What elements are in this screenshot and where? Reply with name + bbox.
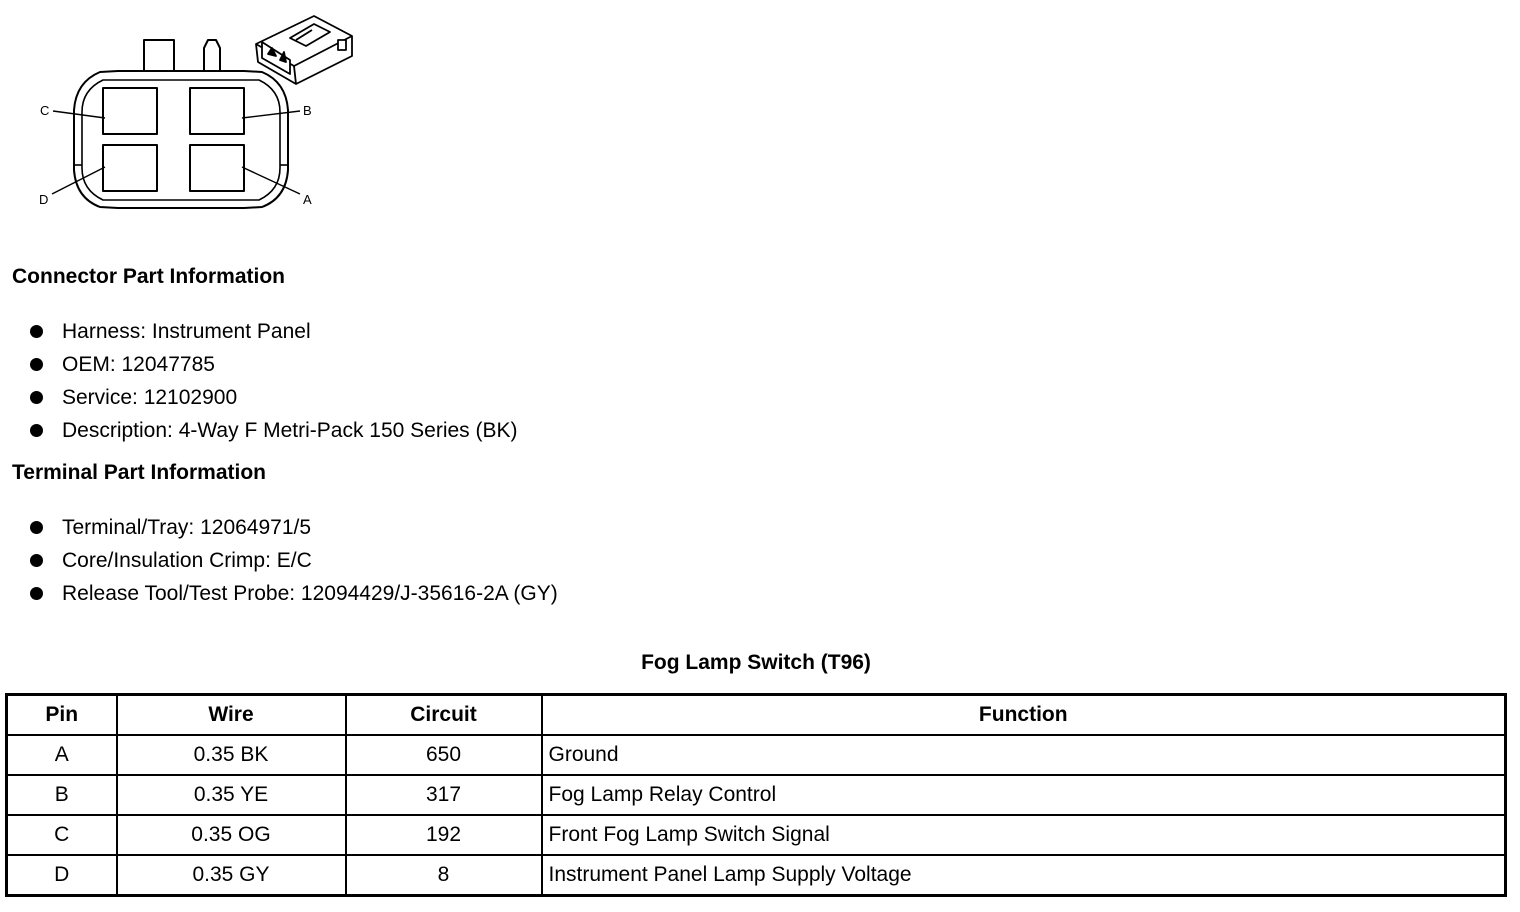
list-item: Description: 4-Way F Metri-Pack 150 Series (BK) bbox=[28, 414, 518, 447]
cell-wire: 0.35 GY bbox=[117, 855, 346, 896]
pin-assignment-table bbox=[5, 693, 1507, 897]
cell-function: Fog Lamp Relay Control bbox=[542, 775, 1506, 815]
cavity-d bbox=[103, 145, 157, 191]
cell-wire: 0.35 YE bbox=[117, 775, 346, 815]
cell-wire: 0.35 BK bbox=[117, 735, 346, 775]
cell-circuit: 192 bbox=[346, 815, 542, 855]
cell-pin: B bbox=[7, 775, 117, 815]
table-row bbox=[7, 815, 1506, 855]
table-row bbox=[7, 855, 1506, 896]
table-caption: Fog Lamp Switch (T96) bbox=[641, 651, 871, 674]
header-pin: Pin bbox=[7, 695, 117, 736]
bullet-icon bbox=[30, 521, 43, 534]
cell-pin: C bbox=[7, 815, 117, 855]
connector-face-diagram bbox=[0, 0, 380, 225]
list-item: Terminal/Tray: 12064971/5 bbox=[28, 511, 558, 544]
list-item: Release Tool/Test Probe: 12094429/J-35616-2A (GY) bbox=[28, 577, 558, 610]
header-circuit: Circuit bbox=[346, 695, 542, 736]
cell-function: Instrument Panel Lamp Supply Voltage bbox=[542, 855, 1506, 896]
list-item: OEM: 12047785 bbox=[28, 348, 518, 381]
cavity-c bbox=[103, 88, 157, 134]
locking-tab bbox=[144, 40, 174, 73]
cell-pin: D bbox=[7, 855, 117, 896]
terminal-part-info-list bbox=[28, 511, 558, 610]
bullet-icon bbox=[30, 358, 43, 371]
header-function: Function bbox=[542, 695, 1506, 736]
pin-label-c: C bbox=[40, 103, 50, 118]
terminal-part-info-title: Terminal Part Information bbox=[12, 461, 266, 484]
cell-circuit: 317 bbox=[346, 775, 542, 815]
cell-circuit: 8 bbox=[346, 855, 542, 896]
bullet-icon bbox=[30, 391, 43, 404]
bullet-icon bbox=[30, 554, 43, 567]
header-wire: Wire bbox=[117, 695, 346, 736]
pin-label-b: B bbox=[303, 103, 312, 118]
bullet-icon bbox=[30, 424, 43, 437]
list-item: Service: 12102900 bbox=[28, 381, 518, 414]
cell-pin: A bbox=[7, 735, 117, 775]
cavity-b bbox=[190, 88, 244, 134]
table-row bbox=[7, 775, 1506, 815]
list-item: Core/Insulation Crimp: E/C bbox=[28, 544, 558, 577]
table-header-row bbox=[7, 695, 1506, 736]
connector-part-info-list bbox=[28, 315, 518, 447]
cavity-a bbox=[190, 145, 244, 191]
cell-circuit: 650 bbox=[346, 735, 542, 775]
list-item: Harness: Instrument Panel bbox=[28, 315, 518, 348]
bullet-icon bbox=[30, 587, 43, 600]
table-row bbox=[7, 735, 1506, 775]
connector-part-info-title: Connector Part Information bbox=[12, 265, 286, 288]
cell-wire: 0.35 OG bbox=[117, 815, 346, 855]
pin-label-a: A bbox=[303, 192, 312, 207]
bullet-icon bbox=[30, 325, 43, 338]
connector-isometric-view bbox=[256, 16, 352, 84]
pin-label-d: D bbox=[39, 192, 49, 207]
cell-function: Ground bbox=[542, 735, 1506, 775]
cell-function: Front Fog Lamp Switch Signal bbox=[542, 815, 1506, 855]
